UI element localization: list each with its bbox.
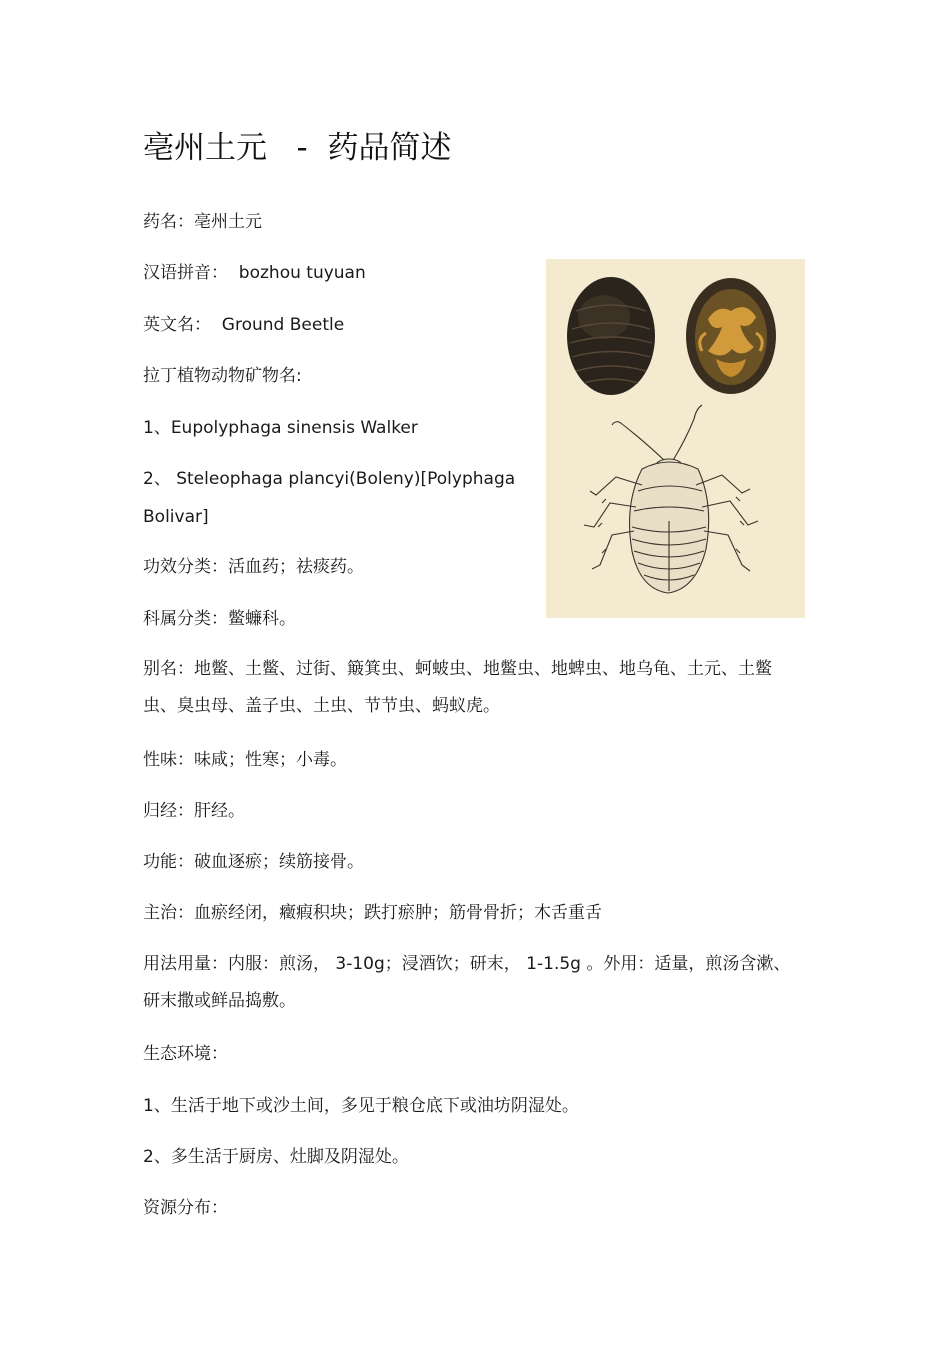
beetle-dorsal-specimen	[567, 277, 655, 395]
field-efficacy: 功效分类：活血药；祛痰药。	[143, 557, 364, 577]
ground-beetle-illustration	[546, 259, 805, 618]
field-aliases: 别名：地鳖、土鳖、过街、簸箕虫、蚵蚾虫、地鳖虫、地蜱虫、地乌龟、土元、土鳖虫、臭虫母、盖子虫、土虫、节节虫、蚂蚁虎。	[143, 659, 772, 716]
beetle-ventral-specimen	[686, 278, 776, 394]
field-habitat-1: 1、生活于地下或沙土间，多见于粮仓底下或油坊阴湿处。	[143, 1096, 579, 1116]
field-habitat-2: 2、多生活于厨房、灶脚及阴湿处。	[143, 1147, 409, 1167]
field-latin-header: 拉丁植物动物矿物名:	[143, 366, 302, 386]
field-meridian: 归经：肝经。	[143, 801, 245, 821]
field-indications: 主治：血瘀经闭，癥瘕积块；跌打瘀肿；筋骨骨折；木舌重舌	[143, 903, 602, 923]
field-function: 功能：破血逐瘀；续筋接骨。	[143, 852, 364, 872]
field-english-name: 英文名： Ground Beetle	[143, 315, 345, 335]
field-latin-2b: Bolivar]	[143, 507, 209, 527]
field-nature: 性味：味咸；性寒；小毒。	[143, 750, 347, 770]
field-family: 科属分类：鳖蠊科。	[143, 609, 296, 629]
field-latin-2a: 2、 Steleophaga plancyi(Boleny)[Polyphaga	[143, 469, 516, 489]
field-pinyin: 汉语拼音： bozhou tuyuan	[143, 263, 366, 283]
field-drug-name: 药名：亳州土元	[143, 212, 262, 232]
field-latin-1: 1、Eupolyphaga sinensis Walker	[143, 418, 418, 438]
field-dosage: 用法用量：内服：煎汤， 3-10g；浸酒饮；研末， 1-1.5g 。外用：适量，煎汤含漱、研末撒或鲜品捣敷。	[143, 954, 791, 1011]
page-title: 亳州土元 - 药品简述	[143, 130, 452, 166]
field-distribution-header: 资源分布：	[143, 1198, 228, 1218]
field-habitat-header: 生态环境：	[143, 1044, 228, 1064]
